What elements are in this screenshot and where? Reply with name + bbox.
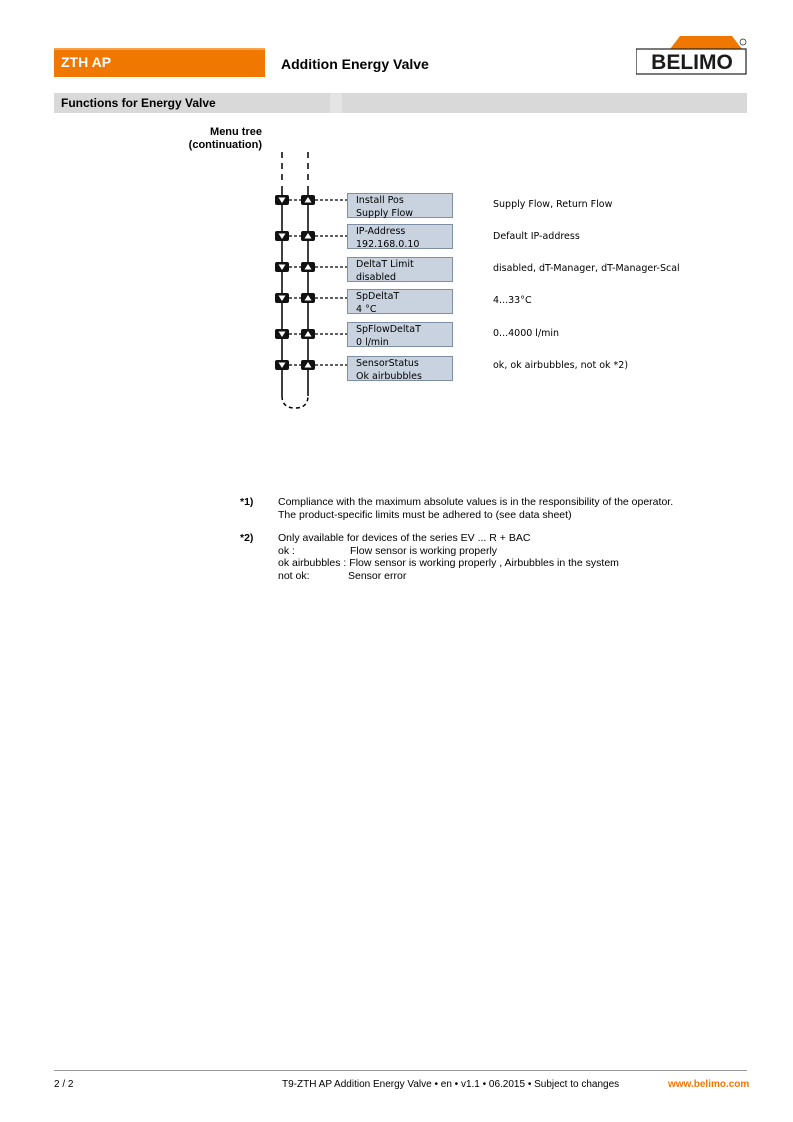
menu-item-value: Supply Flow bbox=[356, 208, 414, 219]
menu-item-label: SpFlowDeltaT bbox=[356, 324, 421, 335]
registered-mark-icon bbox=[740, 39, 746, 45]
menu-item-description: disabled, dT-Manager, dT-Manager-Scal bbox=[493, 263, 680, 274]
section-heading bbox=[54, 93, 747, 113]
menu-item-spflowdeltat bbox=[347, 322, 453, 347]
section-divider bbox=[330, 93, 342, 113]
page-number: 2 / 2 bbox=[54, 1079, 74, 1090]
footnote-entry-value: Flow sensor is working properly bbox=[350, 544, 498, 557]
menu-item-label: IP-Address bbox=[356, 226, 406, 237]
footnote-line: Compliance with the maximum absolute values is in the responsibility of the operator. bbox=[278, 496, 674, 508]
menu-item-value: 192.168.0.10 bbox=[356, 239, 420, 250]
menu-item-spdeltat bbox=[347, 289, 453, 314]
belimo-logo bbox=[636, 32, 748, 76]
logo-text: BELIMO bbox=[651, 51, 733, 74]
footnote-entry bbox=[278, 557, 619, 570]
menu-item-value: disabled bbox=[356, 272, 396, 283]
footnote-entry bbox=[278, 545, 619, 558]
footnote-entry-key: not ok: bbox=[278, 569, 310, 582]
product-tab bbox=[54, 48, 265, 77]
section-title: Functions for Energy Valve bbox=[61, 96, 216, 110]
footer-divider bbox=[54, 1070, 747, 1071]
menu-tree-label-line2: (continuation) bbox=[188, 139, 262, 151]
menu-item-value: 4 °C bbox=[356, 304, 377, 315]
footnote-1 bbox=[278, 496, 673, 521]
menu-tree-diagram bbox=[262, 150, 352, 412]
menu-item-sensorstatus bbox=[347, 356, 453, 381]
logo-roof-shape bbox=[670, 36, 742, 49]
menu-item-value: Ok airbubbles bbox=[356, 371, 422, 382]
menu-item-label: DeltaT Limit bbox=[356, 259, 414, 270]
menu-item-description: Default IP-address bbox=[493, 231, 580, 242]
menu-item-label: Install Pos bbox=[356, 195, 404, 206]
menu-item-deltat-limit bbox=[347, 257, 453, 282]
menu-item-value: 0 l/min bbox=[356, 337, 389, 348]
footnote-entry-value: Sensor error bbox=[348, 569, 407, 582]
footnote-line: The product-specific limits must be adhered to (see data sheet) bbox=[278, 508, 572, 521]
footnote-2 bbox=[278, 532, 619, 582]
menu-item-label: SensorStatus bbox=[356, 358, 419, 369]
footnote-entry-key: ok : bbox=[278, 544, 295, 557]
footnote-mark-2: *2) bbox=[240, 532, 254, 544]
document-info: T9-ZTH AP Addition Energy Valve • en • v1.1 • 06.2015 • Subject to changes bbox=[282, 1079, 620, 1090]
document-title: Addition Energy Valve bbox=[281, 56, 429, 72]
menu-item-description: ok, ok airbubbles, not ok *2) bbox=[493, 360, 629, 371]
footnote-entry bbox=[278, 570, 619, 583]
menu-item-install-pos bbox=[347, 193, 453, 218]
menu-tree-label bbox=[150, 126, 262, 152]
footnote-mark-1: *1) bbox=[240, 496, 254, 508]
footnote-entry-value: Flow sensor is working properly , Airbubbles in the system bbox=[349, 557, 619, 569]
menu-item-label: SpDeltaT bbox=[356, 291, 400, 302]
website-link[interactable]: www.belimo.com bbox=[668, 1079, 750, 1090]
menu-item-ip-address bbox=[347, 224, 453, 249]
footnote-line: Only available for devices of the series EV ... R + BAC bbox=[278, 532, 531, 544]
product-name: ZTH AP bbox=[61, 54, 112, 70]
menu-item-description: 4...33°C bbox=[493, 295, 532, 306]
product-tab-highlight bbox=[54, 48, 265, 50]
menu-item-description: 0...4000 l/min bbox=[493, 328, 560, 339]
footnote-entry-key: ok airbubbles : bbox=[278, 557, 347, 569]
menu-item-description: Supply Flow, Return Flow bbox=[493, 199, 613, 210]
menu-tree-label-line1: Menu tree bbox=[210, 126, 262, 138]
